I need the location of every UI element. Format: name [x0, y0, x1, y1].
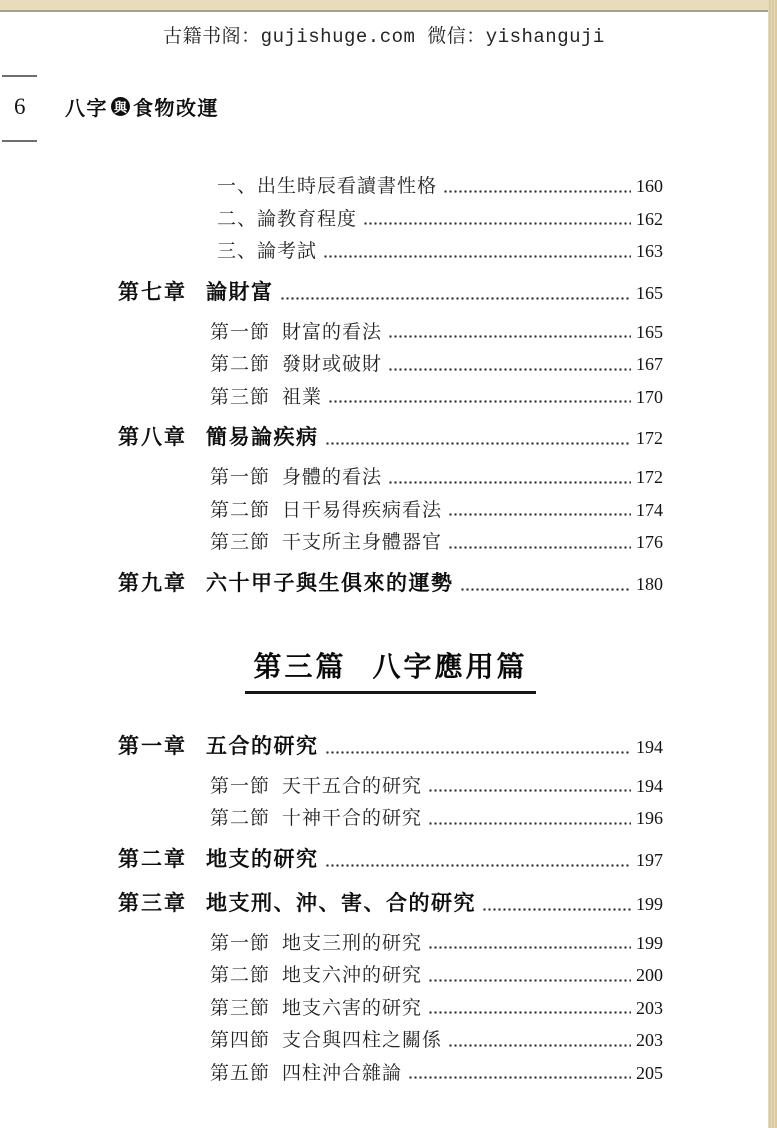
chapter-title: 地支刑、沖、害、合的研究 [206, 891, 476, 915]
dot-leader [428, 959, 631, 992]
dot-leader [280, 274, 632, 312]
dot-leader [428, 927, 631, 960]
section-title: 財富的看法 [282, 321, 383, 343]
toc-page-number: 172 [636, 467, 663, 487]
section-number: 第三節 [210, 386, 271, 408]
dot-leader [428, 992, 631, 1025]
toc-row-chapter [118, 274, 663, 312]
toc-page-number: 200 [636, 965, 663, 985]
dot-leader [460, 565, 632, 603]
section-title: 支合與四柱之關係 [282, 1030, 443, 1051]
section-title: 發財或破財 [282, 354, 383, 375]
part-title [245, 645, 535, 694]
section-title: 十神干合的研究 [282, 808, 423, 829]
toc-page-number: 167 [636, 354, 663, 374]
section-number: 第二節 [210, 808, 271, 829]
toc-row-chapter [118, 885, 663, 923]
toc-row-section [118, 802, 663, 835]
section-title: 祖業 [282, 386, 323, 408]
toc-page-number: 170 [636, 386, 663, 407]
toc-row-chapter [118, 841, 663, 879]
toc-page-number: 203 [636, 997, 663, 1018]
toc-row-sub [118, 235, 663, 268]
toc-page-number: 162 [636, 208, 663, 229]
watermark-text: 古籍书阁：gujishuge.com 微信：yishanguji [163, 26, 605, 48]
chapter-number: 第二章 [118, 847, 187, 871]
scan-edge-right [768, 0, 777, 1128]
part-number: 第三篇 [253, 650, 347, 682]
section-number: 第五節 [210, 1062, 271, 1084]
section-number: 第一節 [210, 321, 271, 343]
toc-row-section [118, 316, 663, 349]
toc-row-section [118, 992, 663, 1025]
dot-leader [428, 770, 631, 803]
toc-page-number: 199 [636, 893, 663, 914]
toc-page-number: 196 [636, 808, 663, 828]
section-title: 四柱沖合雜論 [282, 1062, 403, 1084]
section-title: 干支所主身體器官 [282, 532, 443, 553]
margin-mark-bottom [2, 140, 37, 142]
toc-page-number: 199 [636, 932, 663, 953]
toc-row-section [118, 1057, 663, 1090]
toc-page-number: 163 [636, 241, 663, 261]
toc-row-sub [118, 203, 663, 236]
section-title: 地支六沖的研究 [282, 965, 423, 986]
toc-row-section [118, 526, 663, 559]
dot-leader [428, 802, 631, 835]
dot-leader [443, 170, 631, 203]
section-title: 天干五合的研究 [282, 775, 423, 797]
book-title-left: 八字 [65, 98, 108, 120]
chapter-title: 地支的研究 [206, 847, 319, 871]
book-title-right: 食物改運 [133, 98, 219, 120]
chapter-title: 五合的研究 [206, 734, 319, 758]
toc-rows-after-part [118, 728, 663, 1090]
chapter-number: 第七章 [118, 280, 187, 304]
dot-leader [325, 841, 632, 879]
toc-page-number: 203 [636, 1030, 663, 1050]
dot-leader [448, 1024, 631, 1057]
toc-row-section [118, 927, 663, 960]
toc-page-number: 194 [636, 775, 663, 796]
dot-leader [325, 419, 632, 457]
toc-page-number: 172 [636, 428, 663, 448]
part-divider [118, 645, 663, 694]
dot-leader [323, 235, 631, 268]
toc-page-number: 176 [636, 532, 663, 552]
part-name: 八字應用篇 [372, 650, 528, 682]
chapter-number: 第一章 [118, 734, 187, 758]
toc-row-chapter [118, 419, 663, 457]
dot-leader [448, 494, 631, 527]
chapter-number: 第八章 [118, 426, 187, 449]
dot-leader [388, 461, 631, 494]
toc-row-section [118, 1024, 663, 1057]
toc-page-number: 165 [636, 282, 663, 303]
dot-leader [408, 1057, 631, 1090]
section-title: 身體的看法 [282, 467, 383, 488]
toc-page-number: 160 [636, 176, 663, 196]
scan-edge-top [0, 0, 777, 12]
toc-page-number: 174 [636, 499, 663, 520]
toc-rows-before-part [118, 170, 663, 603]
toc-page-number: 205 [636, 1062, 663, 1083]
page-number: 6 [14, 93, 26, 119]
toc-row-section [118, 348, 663, 381]
section-number: 第三節 [210, 997, 271, 1019]
dot-leader [388, 316, 631, 349]
book-title [65, 92, 219, 121]
chapter-number: 第三章 [118, 891, 187, 915]
toc-row-section [118, 381, 663, 414]
toc-row-section [118, 959, 663, 992]
toc-row-sub [118, 170, 663, 203]
sub-item-label: 二、論教育程度 [217, 208, 358, 230]
dot-leader [363, 203, 631, 236]
section-number: 第一節 [210, 932, 271, 954]
section-number: 第一節 [210, 775, 271, 797]
table-of-contents [118, 170, 663, 1089]
dot-leader [325, 728, 632, 766]
toc-row-section [118, 494, 663, 527]
section-number: 第二節 [210, 499, 271, 521]
toc-row-chapter [118, 728, 663, 766]
dot-leader [448, 526, 631, 559]
section-number: 第二節 [210, 354, 271, 375]
circled-character: 與 [111, 97, 130, 116]
running-header [14, 92, 219, 121]
chapter-title: 論財富 [206, 280, 274, 304]
dot-leader [388, 348, 631, 381]
toc-page-number: 194 [636, 736, 663, 757]
toc-page-number: 165 [636, 321, 663, 342]
section-number: 第一節 [210, 467, 271, 488]
toc-row-chapter [118, 565, 663, 603]
dot-leader [482, 885, 631, 923]
sub-item-label: 三、論考試 [217, 241, 318, 262]
toc-row-section [118, 770, 663, 803]
chapter-number: 第九章 [118, 571, 187, 595]
chapter-title: 六十甲子與生俱來的運勢 [206, 571, 454, 595]
chapter-title: 簡易論疾病 [206, 426, 319, 449]
section-title: 地支六害的研究 [282, 997, 423, 1019]
section-number: 第四節 [210, 1030, 271, 1051]
section-number: 第二節 [210, 965, 271, 986]
section-title: 地支三刑的研究 [282, 932, 423, 954]
toc-page-number: 197 [636, 849, 663, 870]
section-title: 日干易得疾病看法 [282, 499, 443, 521]
toc-page-number: 180 [636, 573, 663, 594]
dot-leader [328, 381, 631, 414]
margin-mark-top [2, 75, 37, 77]
sub-item-label: 一、出生時辰看讀書性格 [217, 176, 438, 197]
toc-row-section [118, 461, 663, 494]
section-number: 第三節 [210, 532, 271, 553]
